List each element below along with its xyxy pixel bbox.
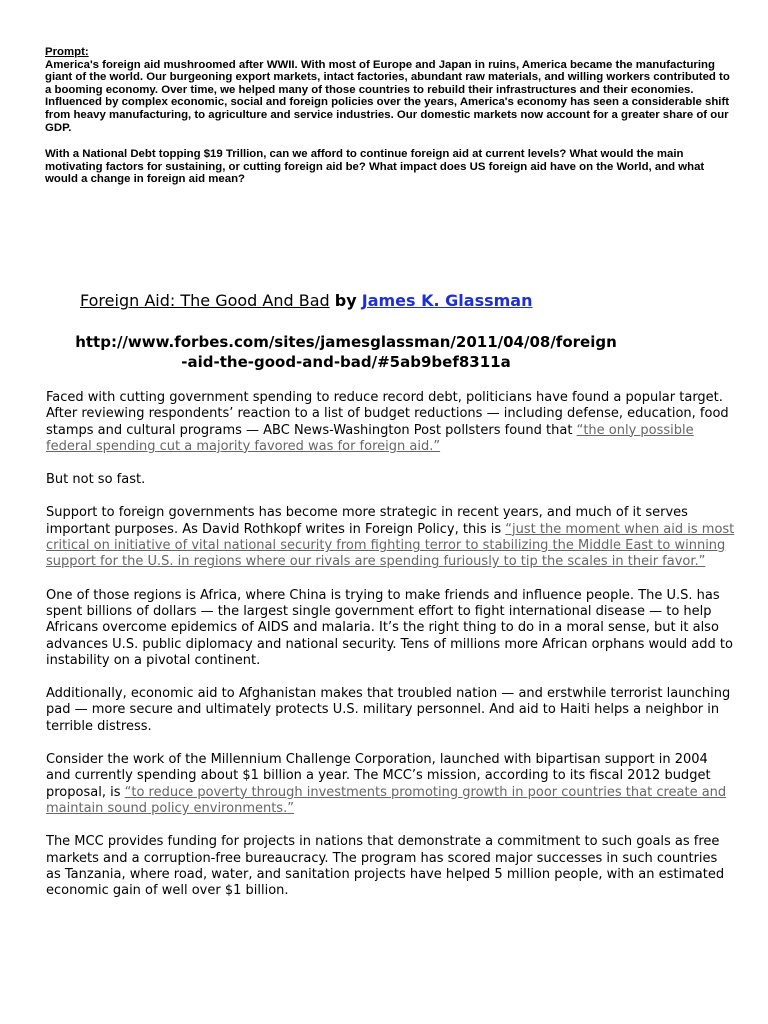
byline-by: by	[334, 291, 357, 310]
prompt-label: Prompt:	[45, 46, 89, 58]
paragraph-text: Support to foreign governments has become more strategic in recent years, and much of it serves important purposes. As David Rothkopf writes in Foreign Policy, this is	[46, 505, 688, 537]
prompt-questions: With a National Debt topping $19 Trillion, can we afford to continue foreign aid at current levels? What would the main motivating factors for sustaining, or cutting foreign aid be? What impact does US foreign aid have on the World, and what would a change in foreign aid mean?	[45, 148, 705, 186]
article-title	[80, 291, 532, 310]
paragraph-text: Faced with cutting government spending to reduce record debt, politicians have found a popular target. After reviewing respondents’ reaction to a list of budget reductions — including defense, education, food stamps and cultural programs — ABC News-Washington Post pollsters found that	[46, 390, 729, 438]
article-title-text: Foreign Aid: The Good And Bad	[80, 291, 330, 310]
body-paragraph-5: Additionally, economic aid to Afghanistan makes that troubled nation — and erstwhile terrorist launching pad — more secure and ultimately protects U.S. military personnel. And aid to Haiti helps a neighbor in terrible distress.	[46, 686, 731, 734]
quote-link[interactable]: “the only possible federal spending cut a majority favored was for foreign aid.”	[46, 422, 694, 454]
body-paragraph-6	[46, 752, 736, 817]
author-link[interactable]: James K. Glassman	[361, 291, 533, 310]
body-paragraph-1	[46, 390, 736, 455]
body-paragraph-4: One of those regions is Africa, where China is trying to make friends and influence people. The U.S. has spent billions of dollars — the largest single government effort to fight international disease — to help Africans overcome epidemics of AIDS and malaria. It’s the right thing to do in a moral sense, but it also advances U.S. public diplomacy and national security. Tens of millions more African orphans would add to instability on a pivotal continent.	[46, 587, 733, 668]
article-body	[46, 390, 736, 916]
prompt-paragraph: America's foreign aid mushroomed after WWII. With most of Europe and Japan in ruins, America became the manufacturing giant of the world. Our burgeoning export markets, intact factories, abundant raw materials, and willing workers contributed to a booming economy. Over time, we helped many of those countries to rebuild their infrastructures and their economies. Influenced by complex economic, social and foreign policies over the years, America's economy has seen a considerable shift from heavy manufacturing, to agriculture and service industries. Our domestic markets now account for a greater share of our GDP.	[45, 58, 730, 134]
quote-link[interactable]: “to reduce poverty through investments promoting growth in poor countries that create and maintain sound policy environments.”	[46, 784, 727, 816]
body-paragraph-3	[46, 505, 736, 570]
url-line-2: -aid-the-good-and-bad/#5ab9bef8311a	[181, 353, 511, 371]
paragraph-text: Consider the work of the Millennium Challenge Corporation, launched with bipartisan support in 2004 and currently spending about $1 billion a year. The MCC’s mission, according to its fiscal 2012 budget proposal, is	[46, 752, 711, 800]
url-line-1: http://www.forbes.com/sites/jamesglassman/2011/04/08/foreign	[75, 333, 617, 351]
body-paragraph-2: But not so fast.	[46, 472, 146, 488]
prompt-section	[45, 46, 735, 186]
quote-link[interactable]: “just the moment when aid is most critical on initiative of vital national security from fighting terror to stabilizing the Middle East to winning support for the U.S. in regions where our rivals are spending furiously to tip the scales in their favor.”	[46, 521, 735, 570]
article-url	[46, 332, 646, 372]
body-paragraph-7: The MCC provides funding for projects in nations that demonstrate a commitment to such goals as free markets and a corruption-free bureaucracy. The program has scored major successes in such countries as Tanzania, where road, water, and sanitation projects have helped 5 million people, with an estimated economic gain of well over $1 billion.	[46, 834, 725, 899]
